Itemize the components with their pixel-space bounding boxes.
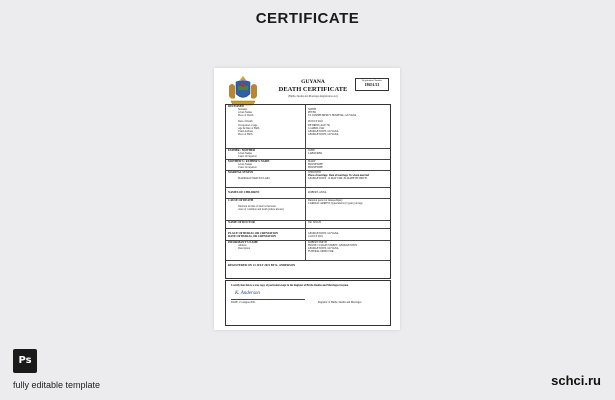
field-label: Surname [238,108,248,112]
field-value: RETIRED (AGE 79) [308,123,330,127]
field-value: HOUSEWIFE [308,166,323,170]
marriage-value: ELIZABETH SMITH [343,177,367,181]
field-value: GEORGETOWN, GUYANA [308,132,339,136]
field-value: GEORGETOWN, GUYANA [308,247,339,251]
field-value: HOUSEWIFE [308,163,323,167]
field-label: Given Names [238,111,253,115]
signature-line [231,299,305,300]
field-value: HOUSE 12 MAIN STREET, GEORGETOWN [308,244,357,248]
registered-line: REGISTERED ON 14 JULY 2021 BY K. ANDERSON [228,263,296,267]
photoshop-icon: Ps [13,349,37,373]
section-title: DECEASED [228,104,244,108]
registration-number-box [355,78,389,91]
marriage-subhead: To whom married [349,174,369,178]
certificate-form [225,104,391,279]
marriage-value: GEORGETOWN [308,177,327,181]
field-label: Usual Occupation [238,155,257,159]
field-label: Usual Occupation [238,166,257,170]
death-certificate [214,68,400,330]
registration-label: Registration Number [361,79,383,82]
field-label: Occupation at Age [238,123,258,127]
field-value: LABOURER [308,152,322,156]
field-value: 09 JULY 2021 [308,120,324,124]
certificate-subtitle: (Births, Deaths and Marriages Registration Act) [288,95,338,98]
section-title: MARITAL STATUS [228,170,254,174]
field-value: 14 APRIL 1942 [308,126,325,130]
field-label: Duration in time of interval between [238,205,276,209]
section-deceased [226,105,390,148]
field-value: ROBERT, ANNA [308,191,327,195]
section-marital-status [226,170,390,188]
field-value: JOHN [308,149,315,152]
field-value: ROBERT SMITH [308,241,327,244]
field-value: ST. JOSEPH MERCY HOSPITAL, GUYANA [308,114,357,118]
marriage-subhead: Place of marriage [308,174,328,178]
section-cause-of-death [226,198,390,221]
registrar-signature: K. Anderson [235,291,260,296]
field-value: WIDOWED [308,171,321,174]
field-label: Description [238,247,251,251]
certification-area [225,280,391,326]
field-label: Place of Death [238,114,254,118]
section-title-date: DATE OF BURIAL OR CREMATION [228,234,277,239]
field-value: DR. SINGH [308,221,321,224]
section-title: INFORMANT'S NAME [228,240,259,244]
field-label: Usual Address [238,129,254,133]
field-label: Age & Date of Birth [238,126,260,130]
field-value: SMITH [308,108,317,112]
field-label: Address [238,244,247,248]
page-heading: CERTIFICATE [255,10,360,27]
section-informant [226,240,390,261]
field-value: CARDIAC ARREST, hypertension (3 years) old age [308,202,363,206]
coat-of-arms-icon [226,74,260,108]
section-title: FATHER / MOTHER [228,148,256,152]
certificate-country: GUYANA [301,79,325,85]
certify-text: I certify that this is a true copy of particulars kept in the Register of Births Deaths and Marriages Guyana. [231,284,349,287]
section-registered [226,260,390,279]
field-value: GEORGETOWN, GUYANA [308,129,339,133]
field-label: Place of Birth [238,132,253,136]
marriage-value: 12 MAY 1966 [327,177,343,181]
issue-date: DATE: 15 August 2021 [231,301,256,304]
field-value: GEORGETOWN, GUYANA [308,232,339,236]
editable-caption: fully editable template [13,380,101,390]
field-label: Given Names [238,152,253,156]
field-value: PETER [308,111,316,115]
registrar-office: Registrar of Births, Deaths and Marriages [318,301,362,304]
marriage-subhead: Date of marriage [328,174,348,178]
section-title: MOTHER'S / FATHER'S NAME [228,159,270,163]
certificate-title-block [268,79,358,98]
field-value: FUNERAL DIRECTOR [308,250,334,254]
field-value: 14 JULY 2021 [308,235,324,239]
field-label: onset of condition and death (where known) [238,208,284,212]
field-label: Date of Death [238,120,253,124]
certificate-title: DEATH CERTIFICATE [278,86,348,93]
field-label: Given Names [238,163,253,167]
field-label: MARRIAGE PARTICULARS [238,177,270,181]
field-value: Duration period of disease/Injury [308,199,343,202]
section-title: NAME OF DOCTOR [228,220,255,224]
registration-number: 18651/21 [364,82,380,87]
section-title: PLACE OF BURIAL OR CREMATION [228,231,279,236]
section-title: CAUSE OF DEATH [228,198,254,202]
section-title: NAMES OF CHILDREN [228,190,260,195]
site-watermark: schci.ru [551,373,601,388]
field-value: MARY [308,160,316,163]
